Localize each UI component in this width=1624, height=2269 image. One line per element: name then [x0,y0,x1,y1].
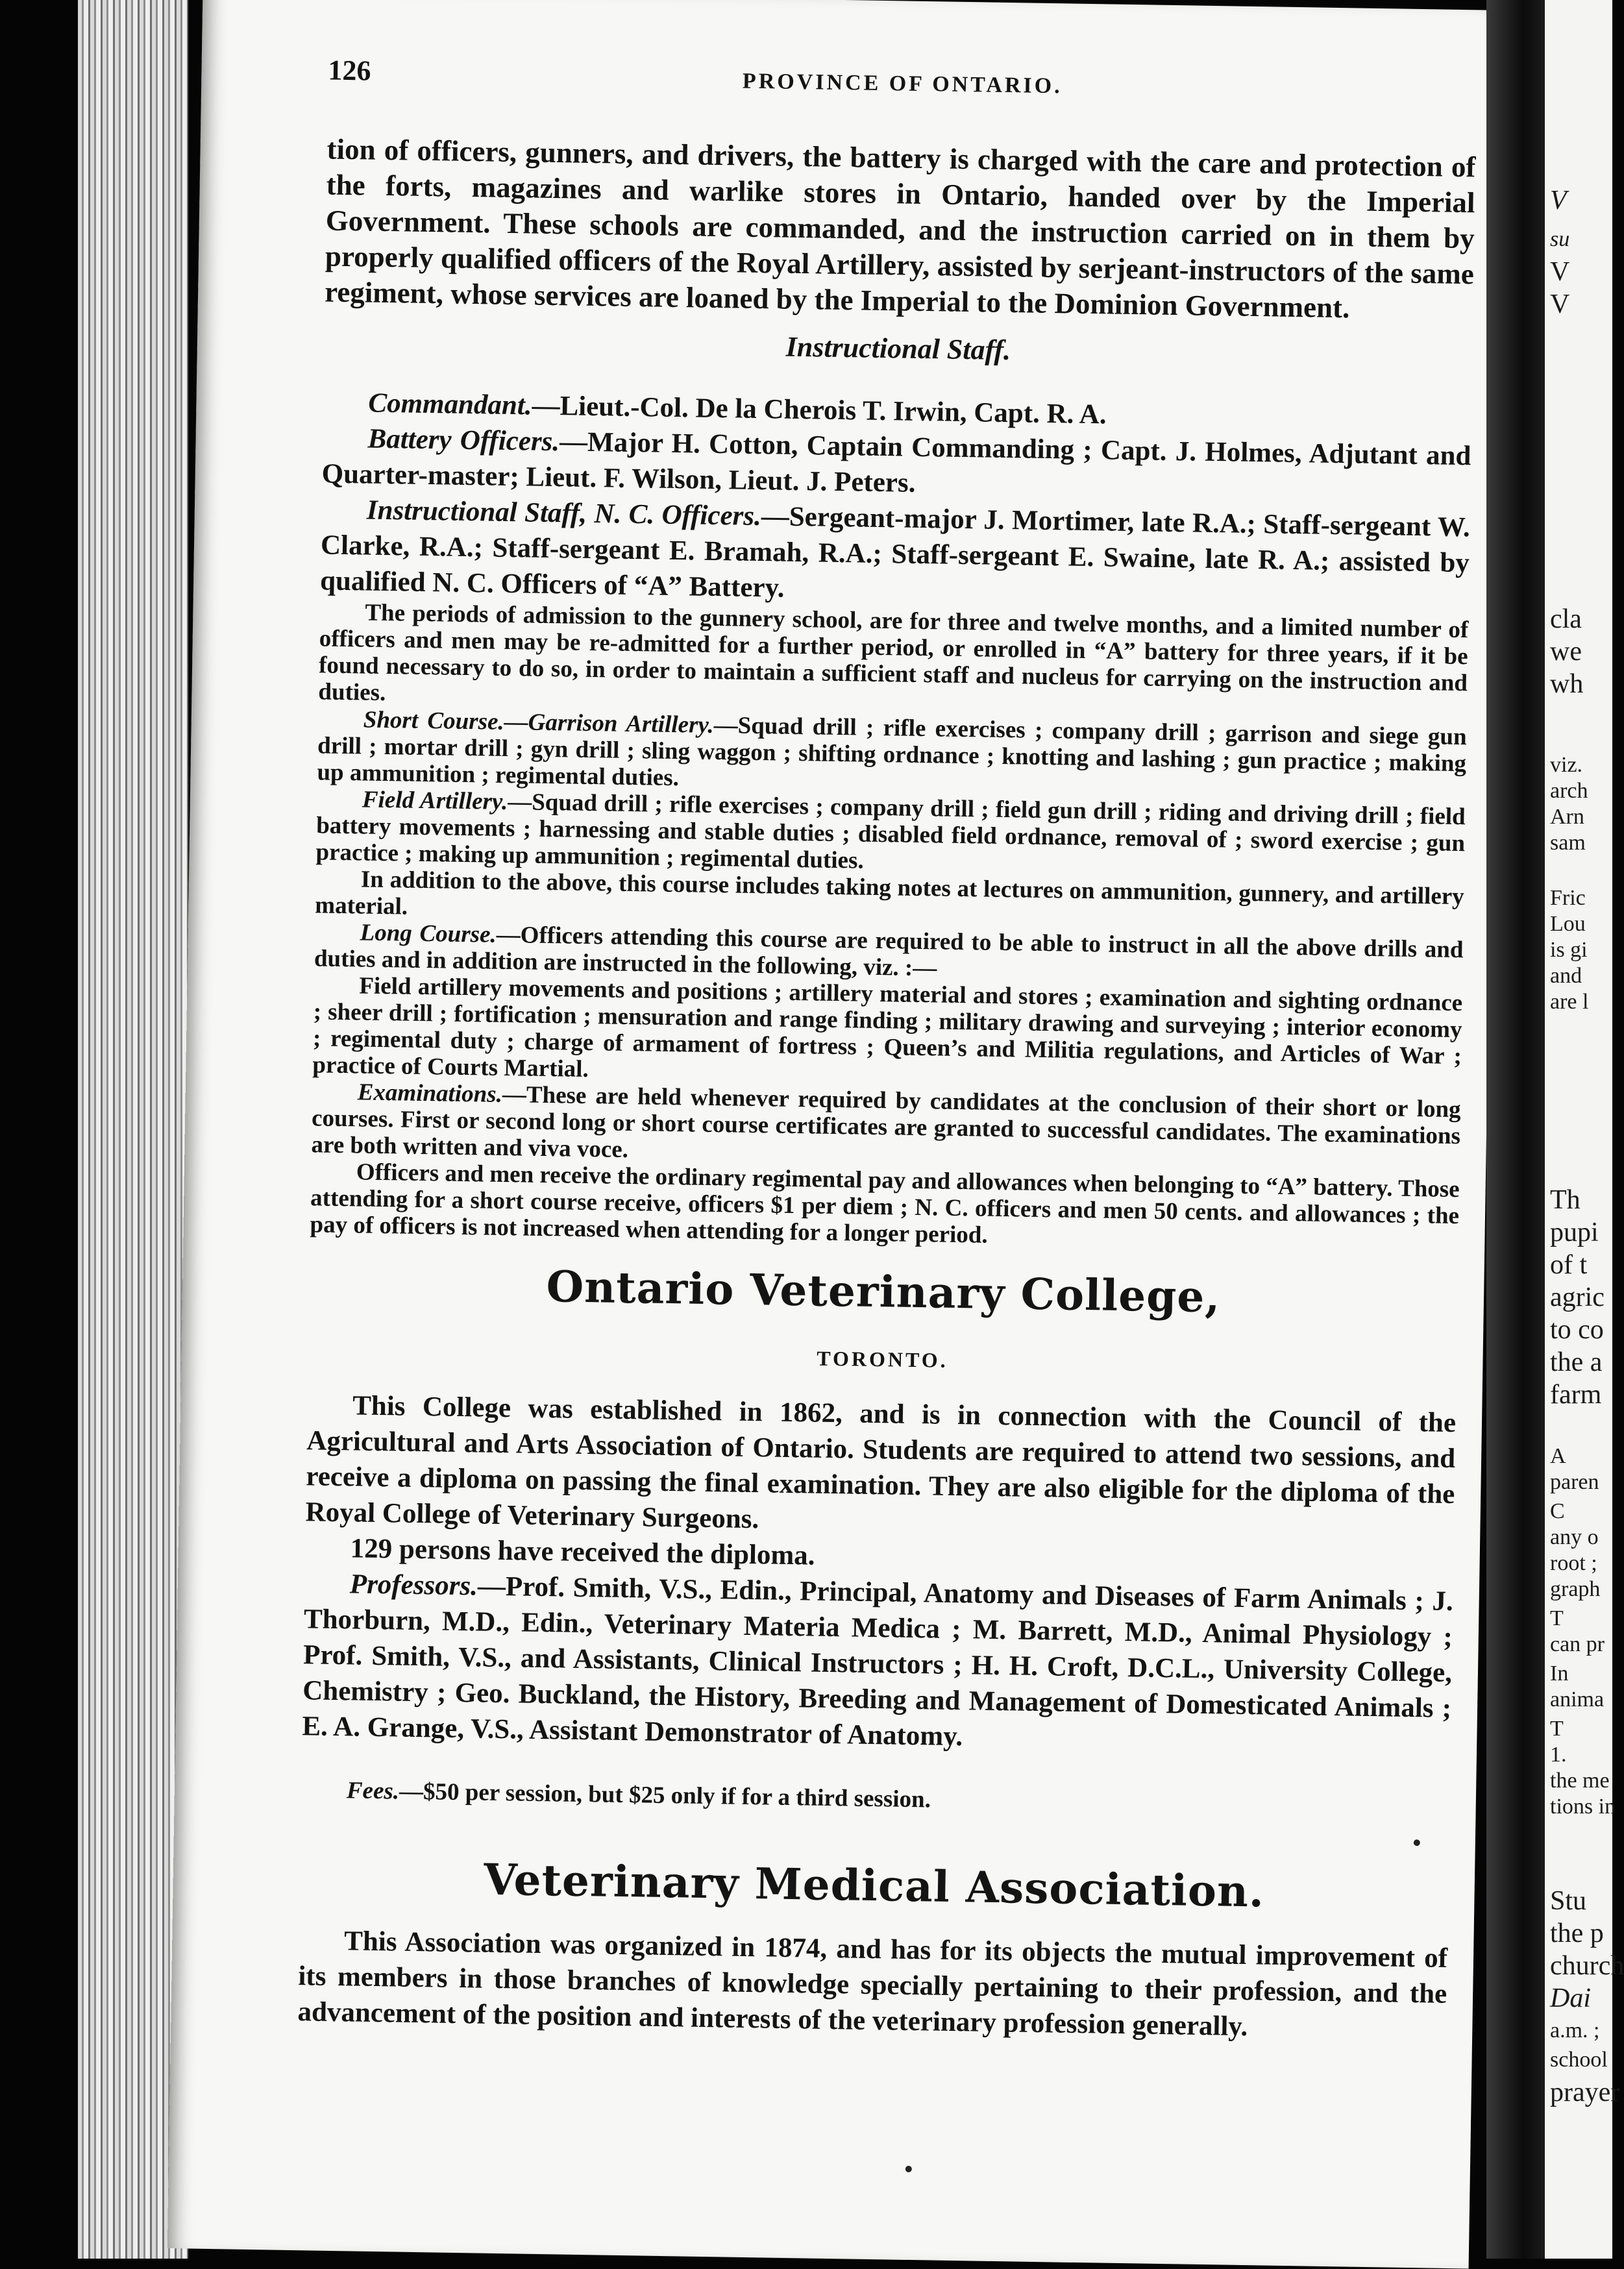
professors-label: Professors. [349,1569,478,1602]
addition-paragraph: In addition to the above, this course includes taking notes at lectures on ammunition, gunnery, and artillery material. [315,866,1465,920]
battery-officers-text: —Major H. Cotton, Captain Commanding ; Capt. J. Holmes, Adjutant and Quarter-master; Lieut. F. Wilson, Lieut. J. Peters. [321,426,1471,498]
facing-fragment: agric [1550,1282,1605,1312]
long-course-subjects: Field artillery movements and positions ; artillery material and stores ; examination and sighting ordnance ; sheer drill ; fortification ; mensuration and range finding ; military drawing and surveying ; interior economy ; regimental duty ; charge of armament of fortress ; Queen’s and Militia regulations, and Articles of War ; practice of Courts Martial. [312,972,1463,1083]
college-city-wrap [308,1338,1457,1380]
intro-paragraph: tion of officers, gunners, and drivers, the battery is charged with the care and protection of the forts, magazines and warlike stores in Ontario, handed over by the Imperial Government. These schools are commanded, and the instruction carried on in them by properly qualified officers of the Royal Artillery, assisted by serjeant-instructors of the same regiment, whose services are loaned by the Imperial to the Dominion Government. [324,132,1476,325]
facing-fragment: are l [1550,990,1589,1014]
admission-paragraph: The periods of admission to the gunnery school, are for three and twelve months, and a limited number of officers and men may be re-admitted for a further period, or enrolled in “A” battery for three years, if it be found necessary to do so, in order to maintain a sufficient staff and nucleus for carrying on the instruction and duties. [318,599,1469,707]
ink-speck [905,2166,912,2172]
book-gutter [1486,0,1548,2259]
facing-fragment: V [1550,186,1567,215]
facing-fragment: church [1550,1951,1624,1981]
college-intro: This College was established in 1862, and is in connection with the Council of the Agricultural and Arts Association of Ontario. Students are required to attend two sessions, and receive a diploma on passing the final examination. They are also eligible for the diploma of the Royal College of Veterinary Surgeons. [305,1390,1457,1535]
facing-fragment: root ; [1550,1551,1597,1575]
facing-fragment: C [1550,1499,1565,1523]
facing-fragment: 1. [1550,1743,1567,1767]
facing-fragment: pupi [1550,1218,1599,1247]
facing-fragment: can pr [1550,1632,1605,1656]
facing-fragment: any o [1550,1525,1599,1549]
field-artillery-label: Field Artillery. [362,786,508,815]
diploma-count: 129 persons have received the diploma. [350,1533,815,1571]
facing-fragment: Arn [1550,805,1584,829]
field-artillery-text: —Squad drill ; rifle exercises ; company drill ; field gun drill ; riding and driving drill ; field battery movements ; harnessing and stable duties ; disabled field ordnance, removal of ; sword exercise ; gun practice ; making up ammunition ; regimental duties. [315,789,1466,874]
association-paragraph: This Association was organized in 1874, and has for its objects the mutual improvement of its members in those branches of knowledge specially pertaining to their profession, and the advancement of the position and interests of the veterinary profession generally. [297,1926,1448,2042]
facing-page-edge [1545,0,1624,2259]
facing-fragment: Dai [1550,1983,1591,2013]
association-title: Veterinary Medical Association. [483,1854,1265,1917]
facing-fragment: school [1550,2048,1608,2072]
professors-text: —Prof. Smith, V.S., Edin., Principal, Anatomy and Diseases of Farm Animals ; J. Thorburn, M.D., Edin., Veterinary Materia Medica ; M. Barrett, M.D., Animal Physiology ; Prof. Smith, V.S., and Assistants, Clinical Instructors ; H. H. Croft, D.C.L., University College, Chemistry ; Geo. Buckland, the History, Breeding and Management of Domesticated Animals ; E. A. Grange, V.S., Assistant Demonstrator of Anatomy. [302,1571,1454,1752]
facing-fragment: wh [1550,669,1584,699]
facing-fragment: V [1550,289,1570,319]
pay-paragraph: Officers and men receive the ordinary regimental pay and allowances when belonging to “A” battery. Those attending for a short course receive, officers $1 per diem ; N. C. officers and men 50 cents. and allowances ; the pay of officers is not increased when attending for a longer period. [310,1159,1460,1249]
facing-fragment: Lou [1550,912,1586,936]
long-course-text: —Officers attending this course are required to be able to instruct in all the above drills and duties and in addition are instructed in the following, viz. :— [314,921,1464,982]
facing-fragment: a.m. ; [1550,2018,1600,2042]
page-edge-stack [78,0,188,2259]
battery-officers-label: Battery Officers. [367,423,560,458]
examinations-label: Examinations. [357,1079,503,1108]
facing-fragment: of t [1550,1250,1588,1280]
facing-fragment: A [1550,1444,1566,1468]
facing-fragment: the p [1550,1919,1604,1948]
nco-staff-text: —Sergeant-major J. Mortimer, late R.A.; Staff-sergeant W. Clarke, R.A.; Staff-sergeant E. Bramah, R.A.; Staff-sergeant E. Swaine, late R. A.; assisted by qualified N. C. Officers of “A” Battery. [319,501,1471,604]
facing-fragment: Th [1550,1185,1581,1215]
facing-fragment: sam [1550,831,1586,855]
facing-fragment: tions in [1550,1795,1616,1819]
facing-fragment: the a [1550,1347,1603,1377]
facing-fragment: su [1550,227,1570,251]
facing-fragment: and [1550,964,1582,988]
facing-fragment: cla [1550,604,1582,634]
instructional-staff-heading: Instructional Staff. [785,330,1011,367]
facing-fragment: T [1550,1606,1564,1630]
facing-fragment: is gi [1550,938,1588,962]
fees-text: —$50 per session, but $25 only if for a third session. [399,1778,931,1813]
fees-label: Fees. [346,1777,400,1805]
facing-fragment: arch [1550,779,1588,803]
facing-fragment: viz. [1550,753,1583,777]
long-course-label: Long Course. [360,919,497,948]
college-city: TORONTO. [816,1346,948,1372]
examinations-text: —These are held whenever required by candidates at the conclusion of their short or long courses. First or second long or short course certificates are granted to successful candidates. The examinations are both written and viva voce. [311,1081,1461,1163]
ink-speck [1414,1839,1420,1846]
professors-entry [302,1565,1453,1762]
facing-fragment: In [1550,1662,1569,1686]
short-course-label: Short Course.—Garrison Artillery. [363,706,715,739]
nco-staff-label: Instructional Staff, N. C. Officers. [366,495,762,532]
nco-staff-entry [320,491,1470,617]
facing-fragment: anima [1550,1687,1605,1711]
college-title: Ontario Veterinary College, [546,1261,1221,1323]
facing-fragment: paren [1550,1470,1599,1494]
facing-fragment: V [1550,257,1570,287]
college-title-wrap [309,1257,1458,1326]
facing-fragment: graph [1550,1577,1601,1601]
commandant-text: —Lieut.-Col. De la Cherois T. Irwin, Capt. R. A. [532,390,1107,430]
facing-fragment: the me [1550,1769,1610,1793]
fees-entry [301,1776,1450,1821]
running-title: PROVINCE OF ONTARIO. [742,69,1063,99]
facing-fragment: we [1550,637,1582,667]
facing-fragment: farm [1550,1380,1602,1410]
facing-fragment: to co [1550,1315,1604,1345]
short-course-text: —Squad drill ; rifle exercises ; company drill ; garrison and siege gun drill ; mortar drill ; gyn drill ; sling waggon ; shifting ordnance ; knotting and lashing ; gun practice ; making up ammunition ; regimental duties. [317,711,1467,792]
page-number: 126 [328,54,371,87]
running-head [328,54,1477,117]
commandant-label: Commandant. [368,387,532,421]
facing-fragment: Stu [1550,1886,1587,1916]
text-column [297,0,1478,2042]
main-page [167,0,1504,2269]
staff-heading-wrap [324,323,1473,374]
association-title-wrap [299,1851,1449,1920]
facing-fragment: Fric [1550,886,1586,910]
facing-fragment: T [1550,1717,1564,1741]
facing-fragment: prayer [1550,2078,1620,2107]
